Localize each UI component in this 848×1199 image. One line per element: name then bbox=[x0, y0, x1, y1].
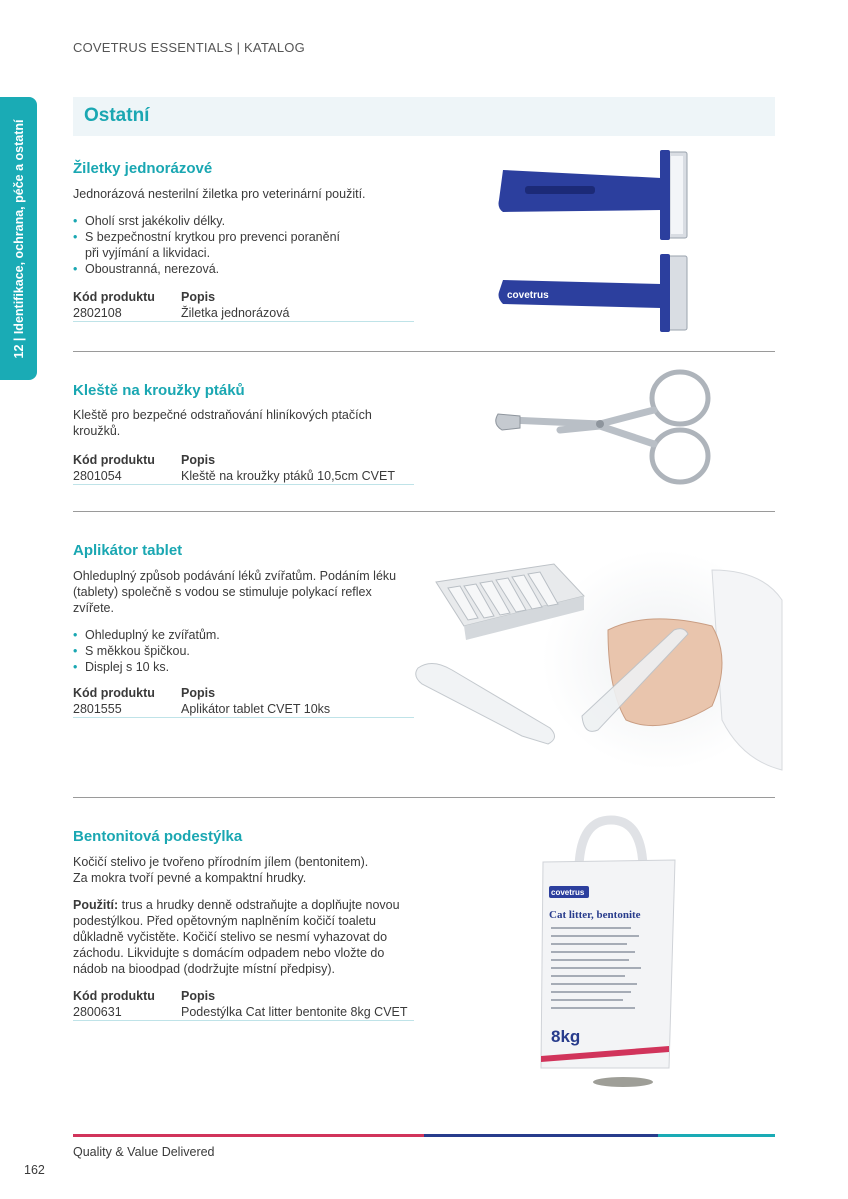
footer-tagline: Quality & Value Delivered bbox=[73, 1145, 215, 1159]
description-line: (tablety) společně s vodou se stimuluje polykací reflex bbox=[73, 585, 372, 599]
usage-line: nádob na bioodpad (dodržujte místní předpisy). bbox=[73, 962, 335, 976]
product-name: Kleště na kroužky ptáků 10,5cm CVET bbox=[181, 469, 395, 483]
product-code: 2801555 bbox=[73, 702, 122, 716]
usage-line: trus a hrudky denně odstraňujte a doplňujte novou bbox=[118, 898, 400, 912]
description-line: Za mokra tvoří pevné a kompaktní hrudky. bbox=[73, 871, 307, 885]
column-header-code: Kód produktu bbox=[73, 686, 155, 700]
product-divider bbox=[73, 797, 775, 798]
description-line: Kočičí stelivo je tvořeno přírodním jílem (bentonitem). bbox=[73, 855, 369, 869]
product-divider bbox=[73, 351, 775, 352]
catalog-header: COVETRUS ESSENTIALS | KATALOG bbox=[73, 40, 305, 55]
usage-line: důkladně vyčistěte. Kočičí stelivo se nesmí vyhazovat do bbox=[73, 930, 388, 944]
bullet-item-continuation: při vyjímání a likvidaci. bbox=[85, 246, 211, 260]
description-line: kroužků. bbox=[73, 424, 121, 438]
description-line: Ohleduplný způsob podávání léků zvířatům. Podáním léku bbox=[73, 569, 397, 583]
bullet-item: • Oboustranná, nerezová. bbox=[73, 261, 403, 277]
column-header-code: Kód produktu bbox=[73, 453, 155, 467]
bullet-item: • S bezpečnostní krytkou pro prevenci poranění bbox=[73, 229, 403, 245]
page-number: 162 bbox=[24, 1163, 45, 1177]
description-line: zvířete. bbox=[73, 601, 114, 615]
product-bullets-applicator bbox=[73, 627, 403, 675]
product-code-table-razor bbox=[73, 289, 414, 322]
footer-color-line bbox=[73, 1134, 775, 1137]
bullet-item: • S měkkou špičkou. bbox=[73, 643, 403, 659]
product-divider bbox=[73, 511, 775, 512]
product-title-razor: Žiletky jednorázové bbox=[73, 160, 213, 177]
product-name: Žiletka jednorázová bbox=[181, 306, 290, 320]
section-title: Ostatní bbox=[84, 105, 150, 126]
bullet-item: • Oholí srst jakékoliv délky. bbox=[73, 213, 403, 229]
bag-brand-text: covetrus bbox=[551, 888, 585, 897]
product-bullets-razor bbox=[73, 213, 403, 277]
chapter-side-tab bbox=[0, 97, 37, 380]
column-header-desc: Popis bbox=[181, 686, 216, 700]
usage-line: podestýlkou. Před opětovným naplněním kočičí toaletu bbox=[73, 914, 376, 928]
bullet-item: • Displej s 10 ks. bbox=[73, 659, 403, 675]
product-usage-bentonite bbox=[73, 897, 418, 977]
chapter-side-tab-label: 12 | Identifikace, ochrana, péče a ostatní bbox=[11, 118, 26, 359]
bullet-item: • Ohleduplný ke zvířatům. bbox=[73, 627, 403, 643]
product-code: 2800631 bbox=[73, 1005, 122, 1019]
product-title-pill-applicator: Aplikátor tablet bbox=[73, 542, 183, 559]
column-header-desc: Popis bbox=[181, 453, 216, 467]
litter-bag-image bbox=[535, 820, 685, 1095]
razor-brand-text: covetrus bbox=[507, 290, 549, 301]
pill-applicator-image bbox=[412, 530, 782, 780]
product-description-pliers bbox=[73, 407, 372, 439]
bag-weight: 8kg bbox=[551, 1027, 581, 1046]
product-code: 2802108 bbox=[73, 306, 122, 320]
product-code-table-bentonite bbox=[73, 988, 414, 1021]
usage-line: záchodu. Likvidujte s domácím odpadem nebo vložte do bbox=[73, 946, 385, 960]
column-header-desc: Popis bbox=[181, 989, 216, 1003]
product-name: Aplikátor tablet CVET 10ks bbox=[181, 702, 331, 716]
razor-image bbox=[495, 148, 695, 328]
section-header-band bbox=[73, 97, 775, 136]
product-description-bentonite bbox=[73, 854, 368, 886]
product-title-bentonite-litter: Bentonitová podestýlka bbox=[73, 828, 243, 845]
bag-product-name: Cat litter, bentonite bbox=[549, 909, 641, 921]
product-code-table-applicator bbox=[73, 685, 414, 718]
product-name: Podestýlka Cat litter bentonite 8kg CVET bbox=[181, 1005, 408, 1019]
column-header-desc: Popis bbox=[181, 290, 216, 304]
description-line: Kleště pro bezpečné odstraňování hliníkových ptačích bbox=[73, 408, 372, 422]
product-description-razor: Jednorázová nesterilní žiletka pro veterinární použití. bbox=[73, 187, 366, 201]
product-title-bird-ring-pliers: Kleště na kroužky ptáků bbox=[73, 382, 245, 399]
product-code: 2801054 bbox=[73, 469, 122, 483]
product-description-applicator bbox=[73, 568, 396, 616]
column-header-code: Kód produktu bbox=[73, 989, 155, 1003]
product-code-table-pliers bbox=[73, 452, 414, 485]
pliers-image bbox=[490, 362, 725, 492]
column-header-code: Kód produktu bbox=[73, 290, 155, 304]
usage-label: Použití: bbox=[73, 898, 119, 912]
